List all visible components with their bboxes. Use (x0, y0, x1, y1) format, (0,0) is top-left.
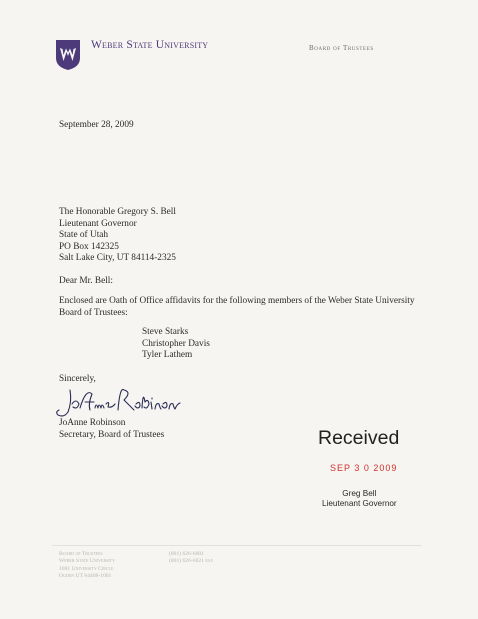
handwritten-signature (52, 382, 182, 420)
recipient-address (59, 207, 176, 265)
footer-line: (801) 626-6001 (169, 551, 204, 557)
member-name: Tyler Lathem (142, 350, 193, 361)
stamp-role: Lieutenant Governor (322, 498, 397, 508)
members-list (142, 327, 210, 362)
footer-line: Ogden UT 84408-1001 (59, 573, 112, 580)
university-name: Weber State University (91, 39, 209, 51)
letter-date: September 28, 2009 (59, 120, 134, 130)
footer-phone (169, 551, 213, 566)
stamp-name: Greg Bell (342, 489, 377, 498)
received-stamp-recipient (322, 489, 397, 508)
footer-divider (52, 545, 422, 546)
closing: Sincerely, (59, 374, 96, 384)
member-name: Steve Starks (142, 327, 189, 337)
department-header: Board of Trustees (309, 44, 374, 52)
recipient-line: State of Utah (59, 230, 109, 241)
signer-name: JoAnne Robinson (59, 418, 126, 428)
footer-line: 1001 University Circle (59, 565, 114, 572)
received-stamp-date: SEP 3 0 2009 (330, 463, 398, 473)
body-paragraph: Enclosed are Oath of Office affidavits for the following members of the Weber State University Board of Trustees: (59, 296, 415, 318)
footer-line: Weber State University (59, 558, 116, 565)
recipient-line: PO Box 142325 (59, 241, 119, 252)
received-stamp-title: Received (318, 427, 400, 449)
recipient-line: The Honorable Gregory S. Bell (59, 207, 176, 217)
footer-address (59, 551, 115, 581)
signer-block (59, 418, 164, 441)
member-name: Christopher Davis (142, 338, 210, 349)
signer-title: Secretary, Board of Trustees (59, 429, 165, 440)
footer-line: (801) 626-6021 fax (169, 558, 214, 565)
recipient-line: Lieutenant Governor (59, 218, 137, 229)
footer-line: Board of Trustees (59, 551, 103, 557)
wildcat-shield-logo-icon (55, 39, 81, 71)
salutation: Dear Mr. Bell: (59, 276, 113, 286)
recipient-line: Salt Lake City, UT 84114-2325 (59, 253, 176, 264)
